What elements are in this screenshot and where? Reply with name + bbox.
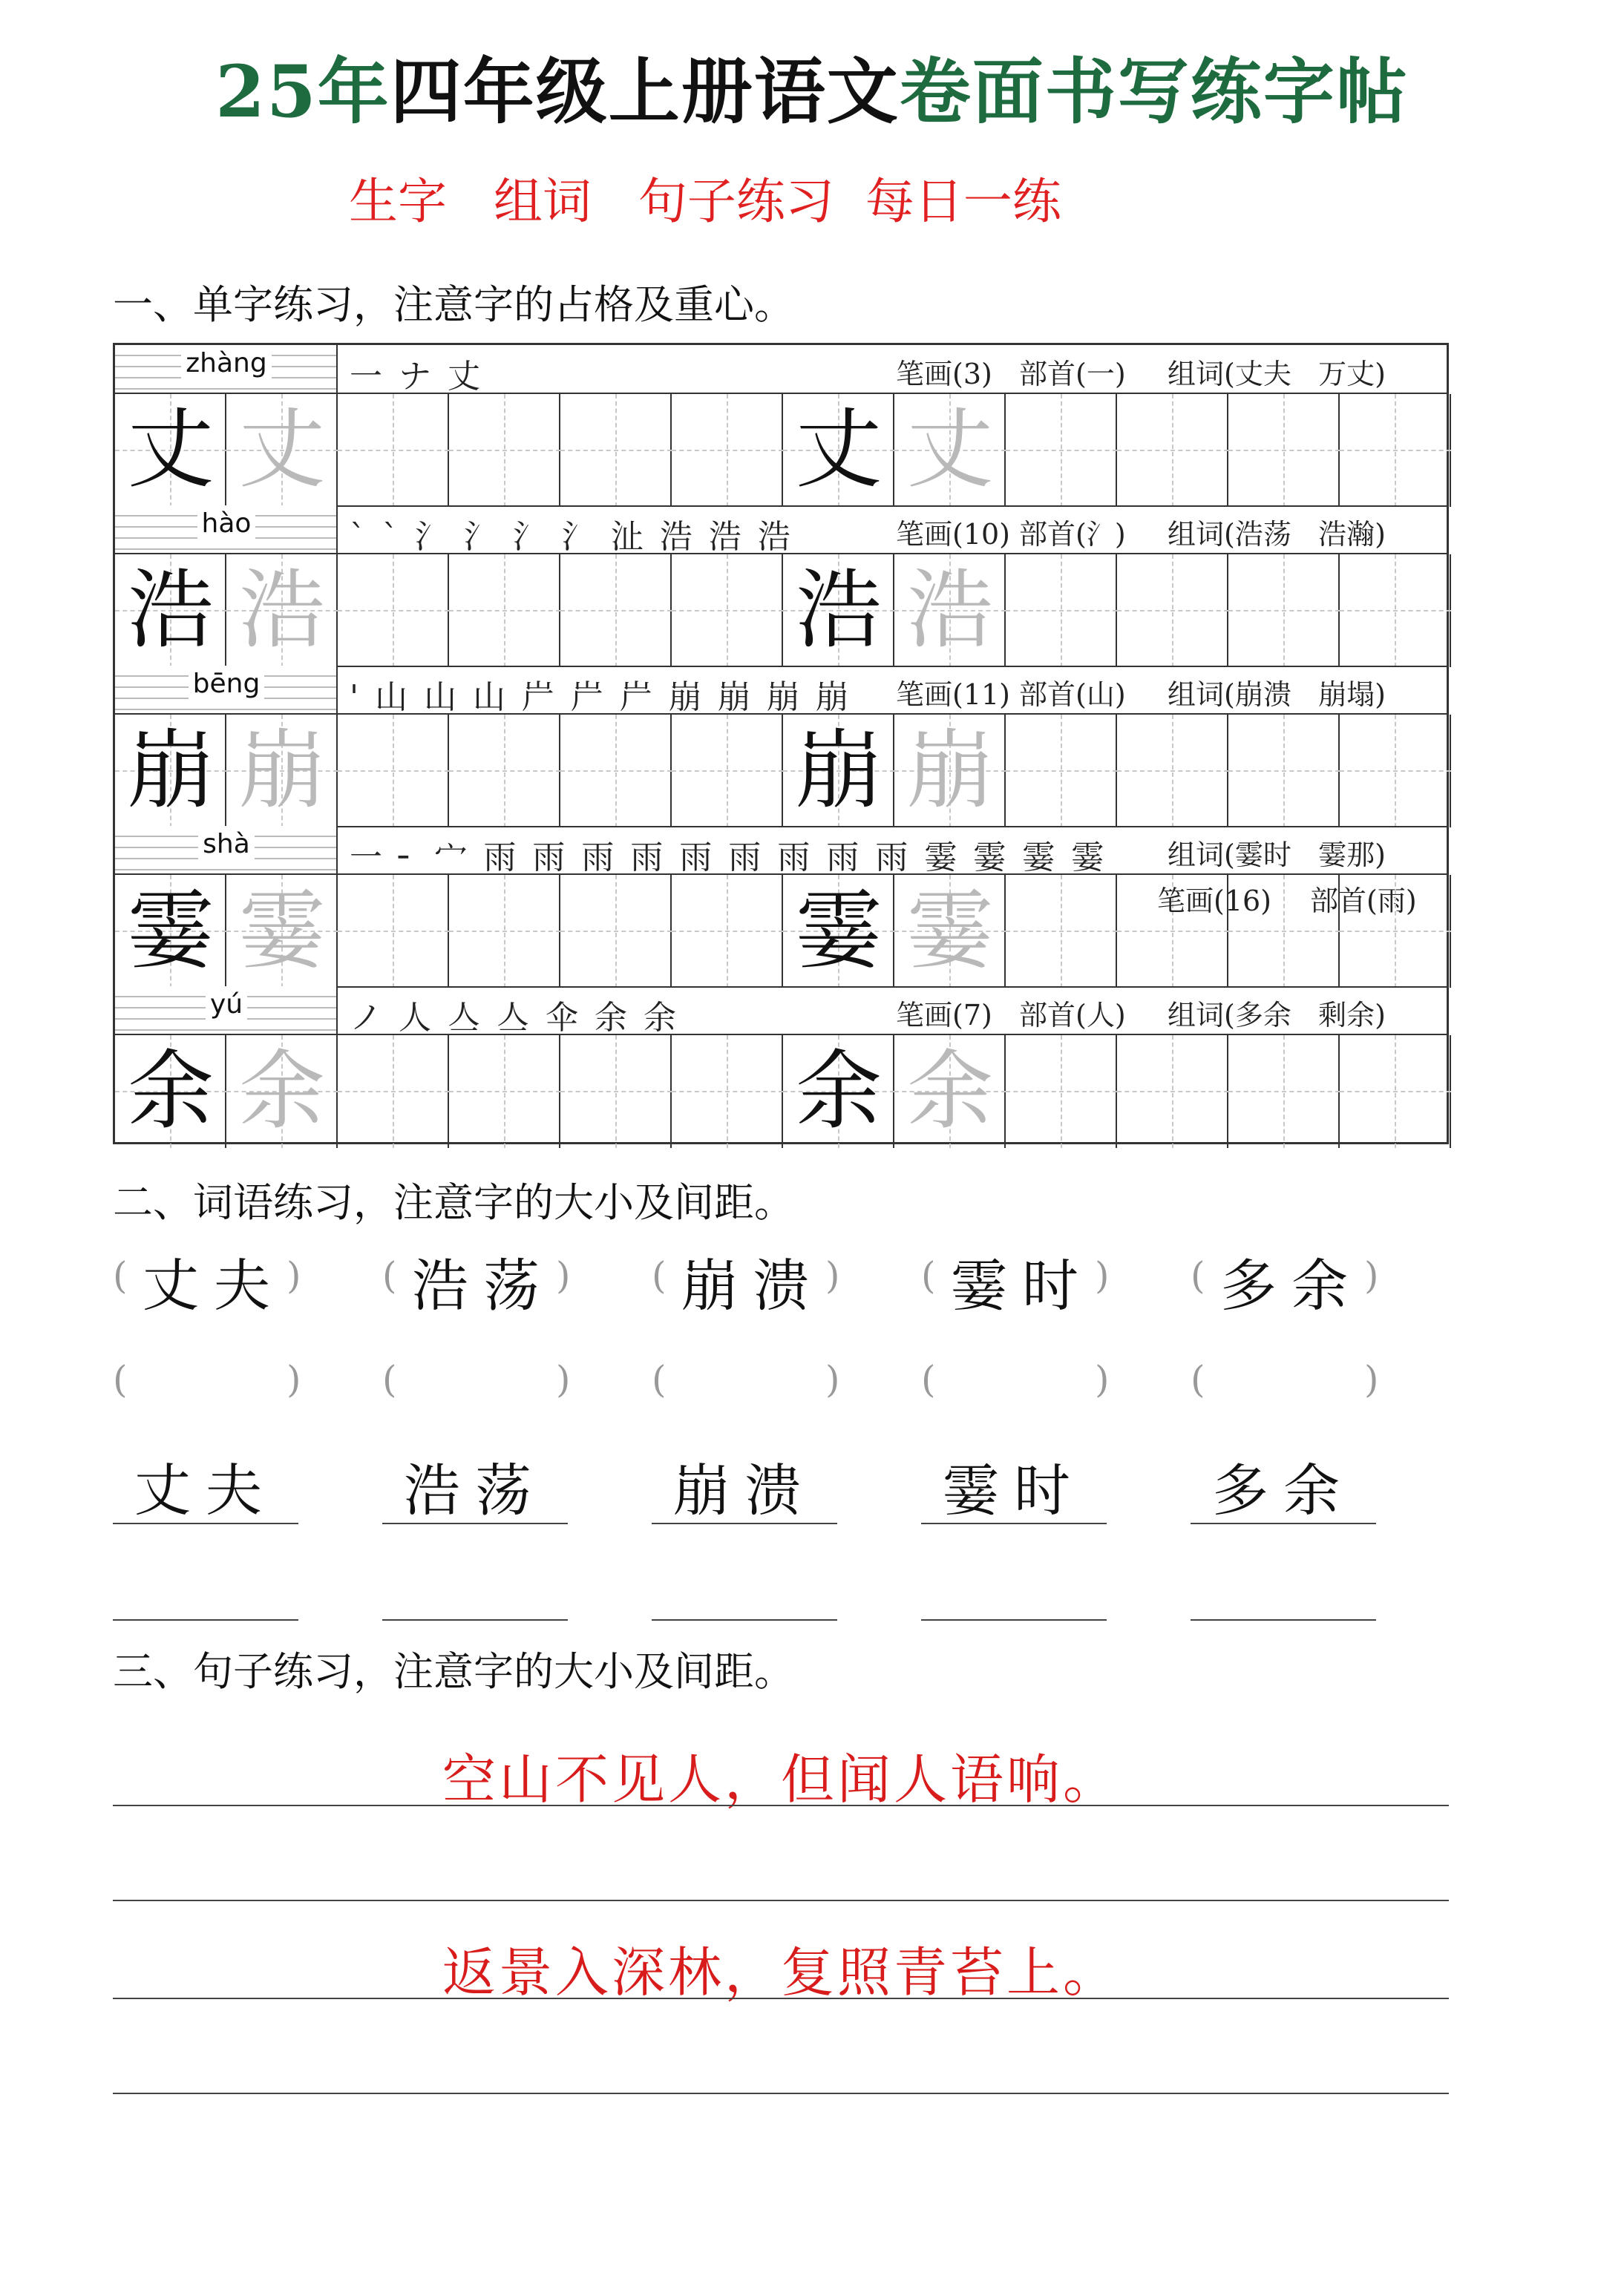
- trace-char: 崩: [239, 721, 325, 821]
- guide-line: [1228, 610, 1340, 611]
- paren-left: (: [382, 1254, 397, 1297]
- radical-label: 部首(氵): [1019, 518, 1126, 551]
- model-char: 丈: [796, 400, 882, 500]
- page-subtitle: 生字 组词 句子练习 每日一练: [349, 173, 1061, 230]
- title-topic: 卷面书写练字帖: [899, 50, 1409, 134]
- practice-cell[interactable]: [1228, 394, 1340, 507]
- char-row-1: [115, 345, 1447, 505]
- practice-cell[interactable]: [1006, 875, 1117, 988]
- word-paren-blank[interactable]: [921, 1351, 1110, 1425]
- pinyin-text: zhàng: [181, 348, 271, 378]
- practice-cell[interactable]: [1340, 715, 1451, 827]
- guide-line: [449, 610, 560, 611]
- pinyin-cell: [115, 986, 338, 1034]
- paren-left: (: [921, 1254, 936, 1297]
- guide-line: [1117, 450, 1228, 451]
- word-underline[interactable]: [382, 1523, 568, 1524]
- guide-line: [560, 931, 672, 932]
- practice-cell[interactable]: [672, 875, 783, 988]
- pinyin-band: [115, 826, 1447, 876]
- paren-right: ): [556, 1254, 571, 1297]
- guide-line: [1340, 1091, 1451, 1092]
- practice-cell[interactable]: [1340, 1035, 1451, 1148]
- guide-line: [1340, 931, 1451, 932]
- guide-line: [1006, 1091, 1117, 1092]
- guide-line: [1340, 450, 1451, 451]
- practice-cell[interactable]: [1006, 1035, 1117, 1148]
- guide-line: [1340, 610, 1451, 611]
- model-char-cell: [894, 1035, 1006, 1148]
- practice-cell[interactable]: [672, 715, 783, 827]
- paren-left: (: [113, 1254, 128, 1297]
- guide-line: [672, 931, 783, 932]
- model-char: 余: [128, 1041, 214, 1141]
- model-char-cell: [115, 1035, 226, 1148]
- section2-heading: 二、词语练习，注意字的大小及间距。: [113, 1179, 794, 1226]
- practice-cell[interactable]: [449, 1035, 560, 1148]
- paren-left: (: [113, 1358, 128, 1401]
- practice-cell[interactable]: [1117, 1035, 1228, 1148]
- character-practice-grid: [113, 343, 1449, 1144]
- word-underline[interactable]: [1191, 1523, 1376, 1524]
- practice-cell[interactable]: [560, 1035, 672, 1148]
- radical-label: 部首(一): [1019, 358, 1126, 390]
- writing-cells: [115, 553, 1447, 667]
- pinyin-text: hào: [197, 508, 256, 539]
- paren-right: ): [287, 1358, 301, 1401]
- word-text: 多余: [1220, 1253, 1363, 1319]
- practice-cell[interactable]: [1117, 394, 1228, 507]
- paren-right: ): [1095, 1254, 1110, 1297]
- sentence-line[interactable]: [113, 1900, 1449, 1901]
- word-paren-filled: [921, 1247, 1110, 1321]
- pinyin-band: [115, 666, 1447, 716]
- word-underline[interactable]: [921, 1619, 1107, 1621]
- model-char-cell: [894, 875, 1006, 988]
- guide-line: [1117, 931, 1228, 932]
- pinyin-text: shà: [198, 829, 255, 859]
- word-underline[interactable]: [1191, 1619, 1376, 1621]
- paren-right: ): [825, 1358, 840, 1401]
- guide-line: [1228, 770, 1340, 772]
- practice-cell[interactable]: [338, 875, 449, 988]
- trace-char: 崩: [907, 721, 993, 821]
- practice-cell[interactable]: [1006, 554, 1117, 667]
- practice-cell[interactable]: [1340, 554, 1451, 667]
- stroke-order: 一 ╴ 宀 雨 雨 雨 雨 雨 雨 雨 雨 雨 霎 霎 霎 霎: [350, 839, 1107, 876]
- paren-right: ): [825, 1254, 840, 1297]
- word-underline[interactable]: [652, 1619, 837, 1621]
- guide-line: [449, 931, 560, 932]
- char-row-5: [115, 986, 1447, 1147]
- guide-line: [338, 931, 449, 932]
- pinyin-cell: [115, 826, 338, 873]
- model-char-cell: [226, 715, 338, 827]
- model-char-cell: [226, 554, 338, 667]
- word-paren-filled: [113, 1247, 301, 1321]
- model-char-cell: [783, 554, 894, 667]
- word-paren-filled: [1191, 1247, 1379, 1321]
- paren-left: (: [1191, 1254, 1205, 1297]
- guide-line: [449, 770, 560, 772]
- words-label: 组词(崩溃 崩塌): [1168, 678, 1386, 711]
- guide-line: [1006, 450, 1117, 451]
- word-text: 崩溃: [681, 1253, 824, 1319]
- guide-line: [338, 610, 449, 611]
- guide-line: [1006, 610, 1117, 611]
- practice-cell[interactable]: [449, 394, 560, 507]
- model-char-cell: [783, 1035, 894, 1148]
- model-char: 霎: [128, 881, 214, 981]
- title-grade: 四年级上册语文: [390, 50, 900, 134]
- guide-line: [1117, 770, 1228, 772]
- guide-line: [338, 450, 449, 451]
- guide-line: [1117, 1091, 1228, 1092]
- pinyin-text: yú: [206, 989, 247, 1020]
- model-char-cell: [783, 394, 894, 507]
- model-char-cell: [894, 715, 1006, 827]
- model-char-cell: [115, 875, 226, 988]
- word-paren-blank[interactable]: [652, 1351, 840, 1425]
- stroke-count-label: 笔画(11): [896, 678, 1011, 711]
- sentence-line[interactable]: [113, 1998, 1449, 1999]
- radical-label: 部首(山): [1019, 678, 1126, 711]
- model-char-cell: [226, 875, 338, 988]
- word-paren-filled: [652, 1247, 840, 1321]
- trace-char: 丈: [907, 400, 993, 500]
- words-label: 组词(浩荡 浩瀚): [1168, 518, 1386, 551]
- paren-right: ): [1364, 1358, 1379, 1401]
- paren-left: (: [382, 1358, 397, 1401]
- paren-right: ): [1095, 1358, 1110, 1401]
- section3-heading: 三、句子练习，注意字的大小及间距。: [113, 1648, 794, 1695]
- pinyin-cell: [115, 345, 338, 393]
- practice-cell[interactable]: [449, 554, 560, 667]
- paren-right: ): [287, 1254, 301, 1297]
- model-char: 崩: [796, 721, 882, 821]
- paren-right: ): [1364, 1254, 1379, 1297]
- model-char-cell: [115, 715, 226, 827]
- word-text: 霎时: [943, 1457, 1085, 1523]
- practice-cell[interactable]: [1117, 715, 1228, 827]
- model-char: 浩: [796, 560, 882, 660]
- writing-cells: [115, 713, 1447, 827]
- guide-line: [672, 1091, 783, 1092]
- stroke-order: ' 山 山 山 屵 屵 屵 崩 崩 崩 崩: [350, 678, 851, 716]
- guide-line: [672, 450, 783, 451]
- word-underline[interactable]: [382, 1619, 568, 1621]
- pinyin-cell: [115, 666, 338, 713]
- sentence-2: 返景入深林，复照青苔上。: [442, 1941, 1119, 2004]
- guide-line: [1006, 770, 1117, 772]
- word-paren-filled: [382, 1247, 571, 1321]
- char-row-4: [115, 826, 1447, 986]
- word-underline[interactable]: [921, 1523, 1107, 1524]
- char-row-2: [115, 505, 1447, 666]
- practice-cell[interactable]: [1157, 875, 1417, 988]
- writing-cells: [115, 1034, 1447, 1148]
- char-row-3: [115, 666, 1447, 826]
- practice-cell[interactable]: [560, 715, 672, 827]
- trace-char: 余: [907, 1041, 993, 1141]
- word-paren-blank[interactable]: [113, 1351, 301, 1425]
- words-label: 组词(霎时 霎那): [1168, 839, 1386, 871]
- model-char-cell: [783, 875, 894, 988]
- word-text: 丈夫: [143, 1253, 285, 1319]
- words-label: 组词(丈夫 万丈): [1168, 358, 1386, 390]
- practice-cell[interactable]: [560, 554, 672, 667]
- pinyin-band: [115, 986, 1447, 1037]
- practice-cell[interactable]: [1006, 394, 1117, 507]
- model-char-cell: [115, 394, 226, 507]
- trace-char: 浩: [239, 560, 325, 660]
- stroke-order: ノ 人 亼 亼 伞 余 余: [350, 999, 679, 1037]
- word-text: 多余: [1212, 1457, 1355, 1523]
- page-title: [0, 36, 1624, 137]
- practice-cell[interactable]: [449, 715, 560, 827]
- guide-line: [1117, 610, 1228, 611]
- radical-label: 部首(雨): [1310, 885, 1417, 917]
- sentence-1: 空山不见人，但闻人语响。: [442, 1748, 1119, 1811]
- practice-cell[interactable]: [1117, 554, 1228, 667]
- practice-cell[interactable]: [338, 554, 449, 667]
- guide-line: [449, 450, 560, 451]
- practice-cell[interactable]: [338, 1035, 449, 1148]
- practice-cell[interactable]: [672, 554, 783, 667]
- word-text: 丈夫: [134, 1457, 277, 1523]
- trace-char: 余: [239, 1041, 325, 1141]
- practice-cell[interactable]: [1340, 394, 1451, 507]
- practice-cell[interactable]: [560, 394, 672, 507]
- guide-line: [560, 610, 672, 611]
- guide-line: [1228, 931, 1340, 932]
- word-underline[interactable]: [652, 1523, 837, 1524]
- practice-cell[interactable]: [672, 1035, 783, 1148]
- guide-line: [560, 1091, 672, 1092]
- stroke-count-label: 笔画(7): [896, 999, 992, 1031]
- guide-line: [1228, 450, 1340, 451]
- stroke-order: ` ` 氵 氵 氵 氵 沚 浩 浩 浩: [350, 518, 793, 556]
- model-char-cell: [894, 394, 1006, 507]
- stroke-order: 一 ナ 丈: [350, 358, 483, 396]
- pinyin-band: [115, 345, 1447, 396]
- pinyin-text: bēng: [189, 669, 265, 699]
- model-char-cell: [226, 1035, 338, 1148]
- word-underline[interactable]: [113, 1523, 298, 1524]
- practice-cell[interactable]: [1228, 715, 1340, 827]
- model-char-cell: [783, 715, 894, 827]
- word-text: 崩溃: [673, 1457, 816, 1523]
- paren-left: (: [921, 1358, 936, 1401]
- word-text: 浩荡: [404, 1457, 546, 1523]
- guide-line: [338, 1091, 449, 1092]
- word-paren-blank[interactable]: [382, 1351, 571, 1425]
- practice-cell[interactable]: [672, 394, 783, 507]
- word-text: 浩荡: [412, 1253, 554, 1319]
- trace-char: 浩: [907, 560, 993, 660]
- sentence-line[interactable]: [113, 2093, 1449, 2094]
- guide-line: [560, 770, 672, 772]
- paren-left: (: [652, 1358, 667, 1401]
- guide-line: [338, 770, 449, 772]
- paren-left: (: [652, 1254, 667, 1297]
- practice-cell[interactable]: [1340, 875, 1451, 988]
- model-char: 浩: [128, 560, 214, 660]
- practice-cell[interactable]: [449, 875, 560, 988]
- trace-char: 霎: [907, 881, 993, 981]
- practice-cell[interactable]: [1228, 554, 1340, 667]
- practice-cell[interactable]: [560, 875, 672, 988]
- stroke-count-label: 笔画(3): [896, 358, 992, 390]
- stroke-count-label: 笔画(10): [896, 518, 1011, 551]
- model-char: 霎: [796, 881, 882, 981]
- word-paren-blank[interactable]: [1191, 1351, 1379, 1425]
- stroke-count-label: 笔画(16): [1157, 885, 1272, 917]
- model-char-cell: [226, 394, 338, 507]
- writing-cells: [115, 873, 1447, 988]
- guide-line: [449, 1091, 560, 1092]
- paren-right: ): [556, 1358, 571, 1401]
- practice-cell[interactable]: [1228, 1035, 1340, 1148]
- model-char: 崩: [128, 721, 214, 821]
- guide-line: [672, 770, 783, 772]
- guide-line: [1228, 1091, 1340, 1092]
- guide-line: [1340, 770, 1451, 772]
- guide-line: [672, 610, 783, 611]
- guide-line: [560, 450, 672, 451]
- writing-cells: [115, 393, 1447, 507]
- model-char-cell: [894, 554, 1006, 667]
- trace-char: 丈: [239, 400, 325, 500]
- title-year: 25年: [215, 50, 390, 134]
- radical-label: 部首(人): [1019, 999, 1126, 1031]
- practice-cell[interactable]: [1006, 715, 1117, 827]
- pinyin-cell: [115, 505, 338, 553]
- word-text: 霎时: [951, 1253, 1093, 1319]
- section1-heading: 一、单字练习，注意字的占格及重心。: [113, 281, 794, 328]
- model-char-cell: [115, 554, 226, 667]
- trace-char: 霎: [239, 881, 325, 981]
- practice-cell[interactable]: [338, 715, 449, 827]
- model-char: 余: [796, 1041, 882, 1141]
- guide-line: [1006, 931, 1117, 932]
- word-underline[interactable]: [113, 1619, 298, 1621]
- model-char: 丈: [128, 400, 214, 500]
- words-label: 组词(多余 剩余): [1168, 999, 1386, 1031]
- paren-left: (: [1191, 1358, 1205, 1401]
- pinyin-band: [115, 505, 1447, 556]
- practice-cell[interactable]: [338, 394, 449, 507]
- sentence-line[interactable]: [113, 1805, 1449, 1806]
